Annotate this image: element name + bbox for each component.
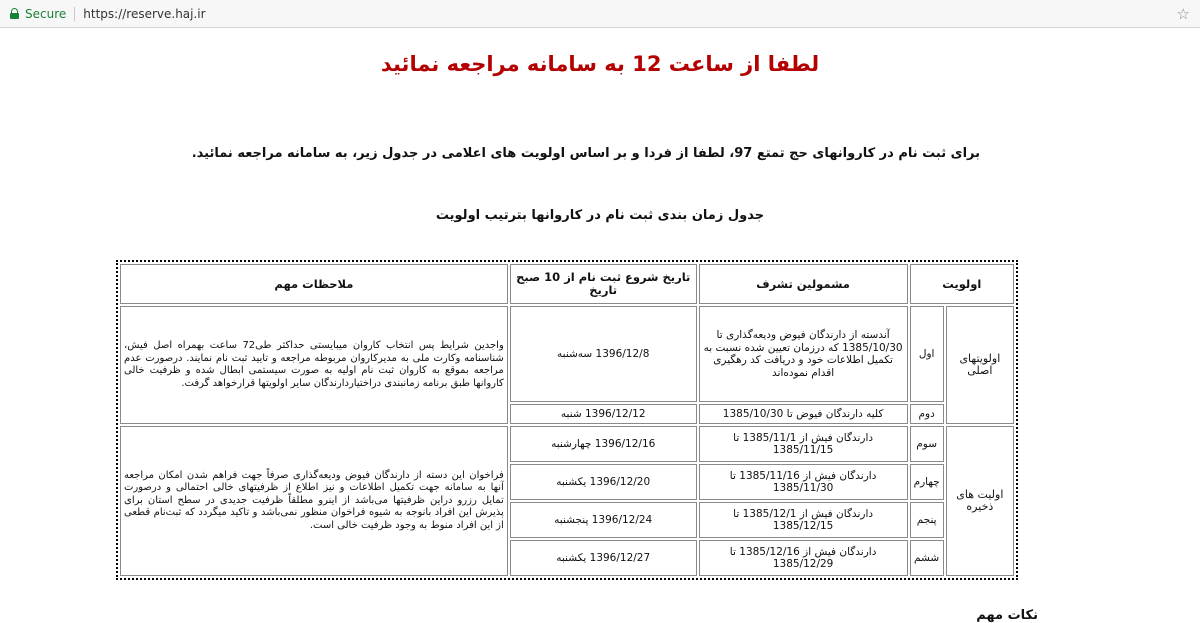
row-eligible: دارندگان فیش از 1385/11/1 تا 1385/11/15 — [699, 426, 908, 462]
lock-icon — [10, 8, 19, 19]
row-eligible: دارندگان فیش از 1385/12/1 تا 1385/12/15 — [699, 502, 908, 538]
row-rank: دوم — [910, 404, 944, 424]
table-row — [120, 306, 1014, 402]
row-date: 1396/12/27 یکشنبه — [510, 540, 697, 576]
table-row — [120, 426, 1014, 462]
header-priority: اولویت — [910, 264, 1014, 304]
row-date: 1396/12/16 چهارشنبه — [510, 426, 697, 462]
group-label: اولیت های ذخیره — [946, 426, 1014, 576]
row-rank: اول — [910, 306, 944, 402]
row-eligible: دارندگان فیش از 1385/12/16 تا 1385/12/29 — [699, 540, 908, 576]
intro-text: برای ثبت نام در کاروانهای حج تمتع 97، لطفا از فردا و بر اساس اولویت های اعلامی در جدول زیر، به سامانه مراجعه نمائید. — [191, 146, 980, 161]
row-rank: چهارم — [910, 464, 944, 500]
group-note: فراخوان این دسته از دارندگان فیوض ودیعه‌گذاری صرفاً جهت فراهم شدن امکان مراجعه آنها به سامانه جهت تکمیل اطلاعات و نیز اطلاع از ظرفیتهای خالی احتمالی و درصورت تمایل رزرو دراین ظرفیتها می‌باشد از اینرو مطلقاً ظرفیت جدیدی در سطح استان برای پذیرش این افراد بانوجه به شیوه فراخوان منظور نمی‌باشد و تاکید میگردد که ثبت‌نام قطعی از این افراد منوط به وجود ظرفیت خالی است. — [120, 426, 508, 576]
row-eligible: آندسته از دارندگان فیوض ودیعه‌گذاری تا 1385/10/30 که درزمان تعیین شده نسبت به تکمیل اطلاعات خود و دریافت کد رهگیری اقدام نموده‌اند — [699, 306, 908, 402]
row-date: 1396/12/20 یکشنبه — [510, 464, 697, 500]
bookmark-star-icon[interactable]: ☆ — [1176, 4, 1190, 23]
row-eligible: دارندگان فیش از 1385/11/16 تا 1385/11/30 — [699, 464, 908, 500]
url-text[interactable]: https://reserve.haj.ir — [83, 6, 206, 21]
row-date: 1396/12/24 پنجشنبه — [510, 502, 697, 538]
row-date: 1396/12/8 سه‌شنبه — [510, 306, 697, 402]
table-header-row — [120, 264, 1014, 304]
row-eligible: کلیه دارندگان فیوض تا 1385/10/30 — [699, 404, 908, 424]
schedule-table — [116, 260, 1018, 580]
group-label: اولویتهای اصلی — [946, 306, 1014, 424]
table-subtitle: جدول زمان بندی ثبت نام در کاروانها بترتیب اولویت — [435, 208, 765, 223]
page-content — [0, 28, 1200, 623]
row-rank: ششم — [910, 540, 944, 576]
row-date: 1396/12/12 شنبه — [510, 404, 697, 424]
browser-address-bar[interactable] — [0, 0, 1200, 28]
secure-label: Secure — [25, 6, 67, 21]
header-start-date: تاریخ شروع ثبت نام از 10 صبح تاریخ — [510, 264, 697, 304]
header-notes: ملاحظات مهم — [120, 264, 508, 304]
important-notes-title: نکات مهم — [976, 608, 1038, 623]
page-headline: لطفا از ساعت 12 به سامانه مراجعه نمائید — [380, 52, 820, 76]
group-note: واجدین شرایط پس انتخاب کاروان میبایستی حداکثر طی72 ساعت بهمراه اصل فیش، شناسنامه وکارت ملی به مدیرکاروان مربوطه مراجعه و تایید ثبت نام نمایند. درصورت عدم مراجعه بموقع به کاروان ثبت نام اولیه به صورت سیستمی ابطال شده و ظرفیت خالی کاروانها طبق برنامه زمانبندی دراختیاردارندگان سایر اولویتها قرارخواهد گرفت. — [120, 306, 508, 424]
row-rank: سوم — [910, 426, 944, 462]
row-rank: پنجم — [910, 502, 944, 538]
header-eligible: مشمولین تشرف — [699, 264, 908, 304]
divider — [74, 7, 75, 21]
